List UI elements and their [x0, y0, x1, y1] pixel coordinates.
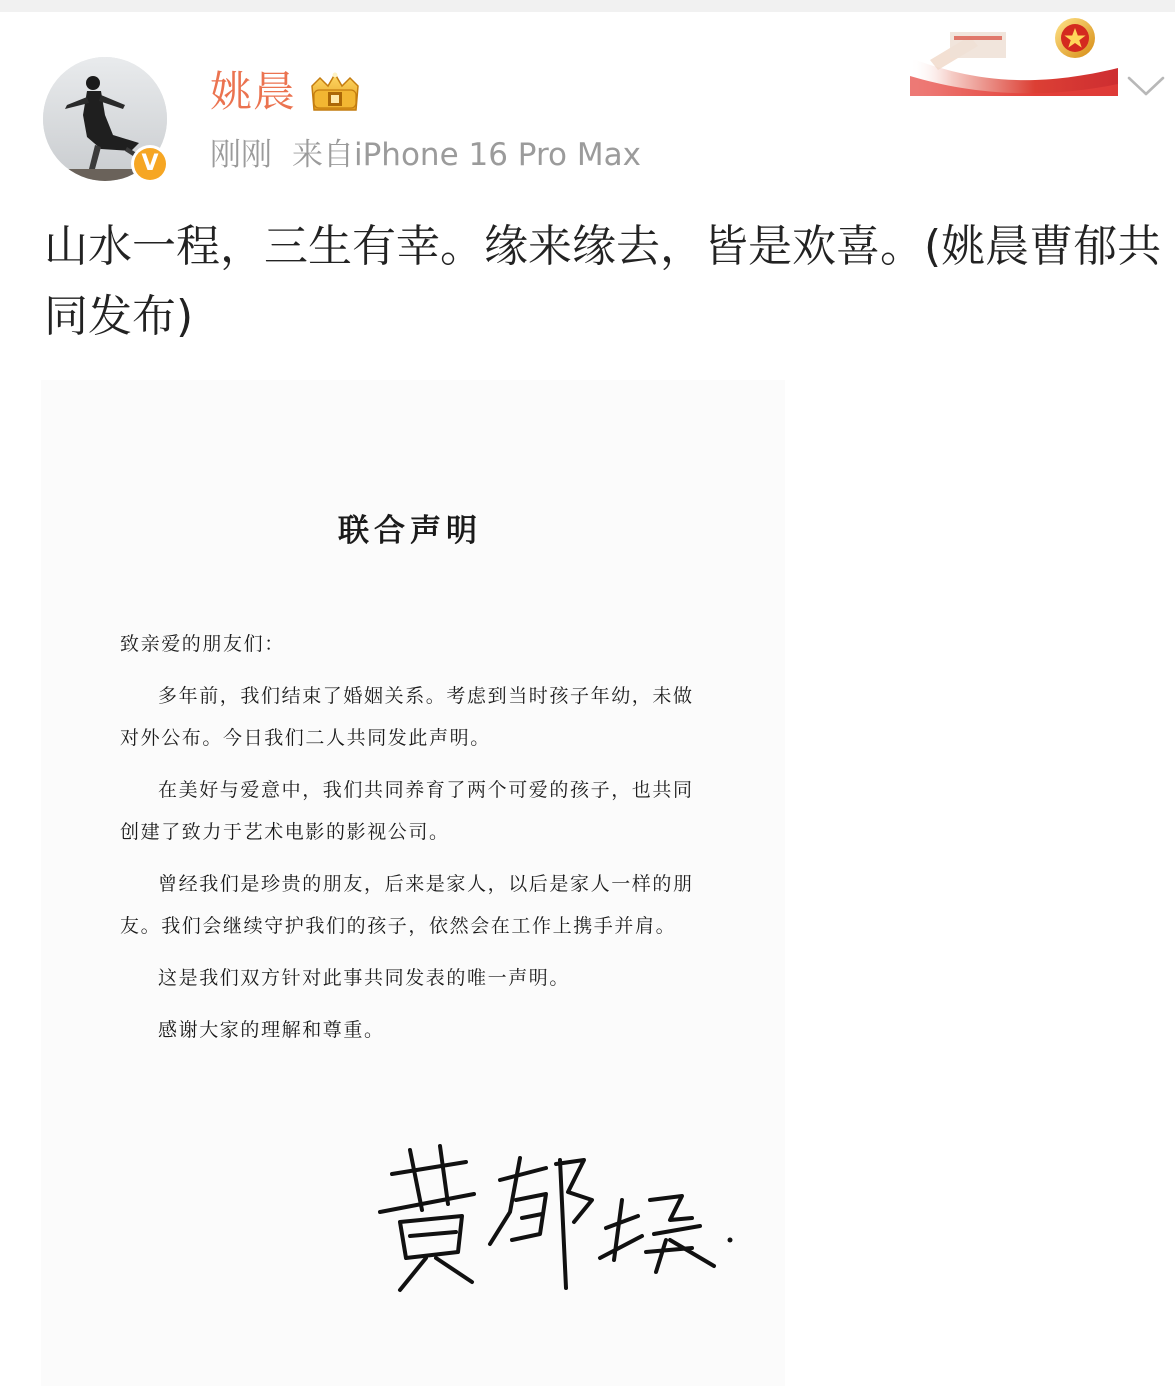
verified-badge	[131, 145, 169, 183]
statement-paragraph: 在美好与爱意中，我们共同养育了两个可爱的孩子，也共同创建了致力于艺术电影的影视公司。	[120, 779, 694, 843]
author-name[interactable]: 姚晨	[210, 67, 297, 116]
handwritten-signatures	[370, 1140, 750, 1300]
crown-membership-icon[interactable]	[306, 70, 364, 114]
statement-paragraph: 曾经我们是珍贵的朋友，后来是家人，以后是家人一样的朋友。我们会继续守护我们的孩子，依然会在工作上携手并肩。	[120, 873, 694, 937]
statement-paragraph: 感谢大家的理解和尊重。	[158, 1019, 385, 1041]
statement-title: 联合声明	[338, 513, 482, 549]
statement-greeting: 致亲爱的朋友们：	[120, 633, 285, 655]
post-time: 刚刚	[210, 137, 272, 173]
chevron-down-icon[interactable]	[1126, 74, 1166, 98]
post-text: 山水一程，三生有幸。缘来缘去，皆是欢喜。(姚晨曹郁共同发布)	[44, 221, 1162, 342]
post-meta	[210, 135, 641, 175]
statement-body	[120, 623, 704, 1061]
verified-v-icon: V	[134, 148, 166, 180]
statement-paragraph: 多年前，我们结束了婚姻关系。考虑到当时孩子年幼，未做对外公布。今日我们二人共同发此声明。	[120, 685, 694, 749]
statement-paragraph: 这是我们双方针对此事共同发表的唯一声明。	[158, 967, 571, 989]
post-source[interactable]: 来自iPhone 16 Pro Max	[292, 137, 641, 173]
top-divider	[0, 0, 1175, 12]
national-emblem-banner	[910, 16, 1118, 96]
